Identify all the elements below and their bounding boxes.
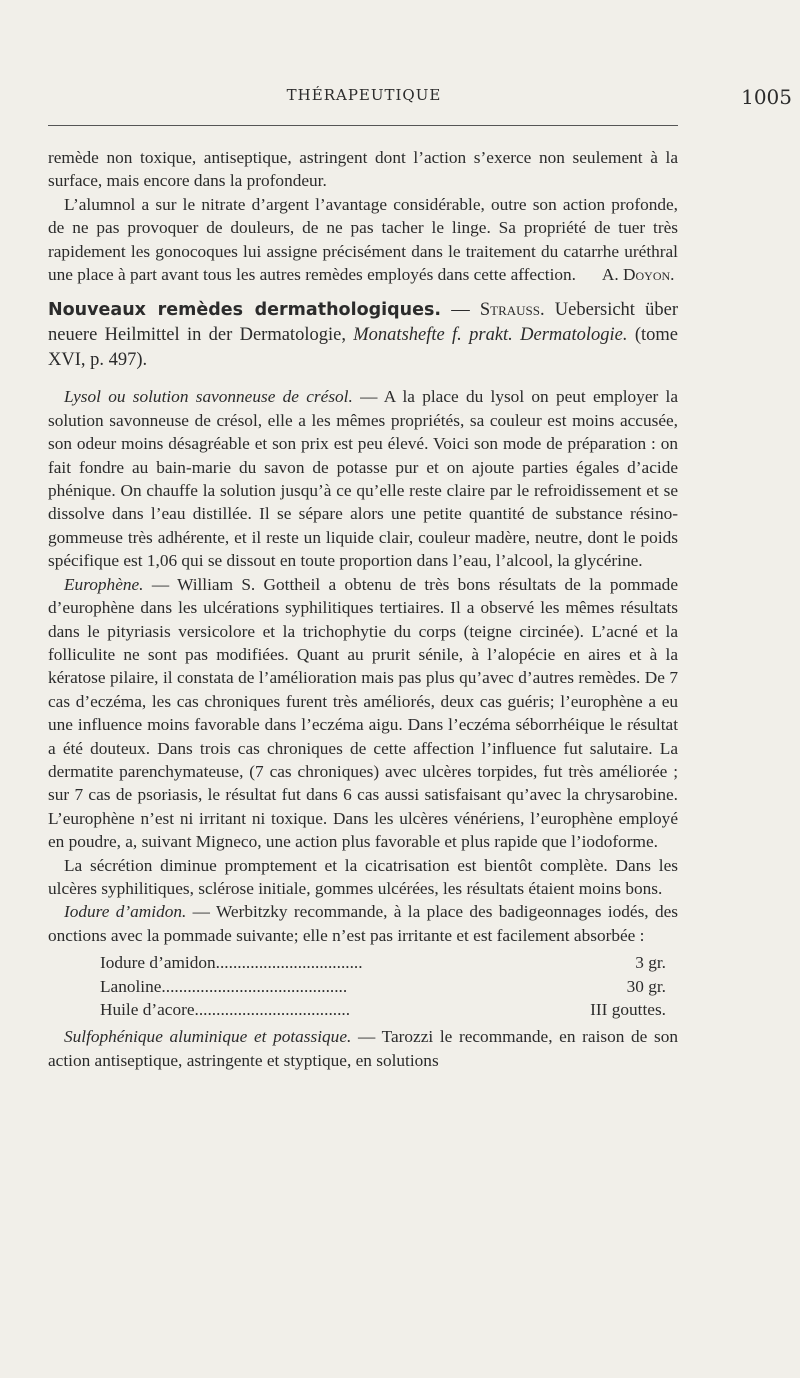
ingredient-name: Huile d’acore.................................... (100, 1000, 351, 1019)
signature: A. Doyon. (601, 265, 675, 285)
paragraph-europhene-2: La sécrétion diminue promptement et la cicatrisation est bientôt complète. Dans les ulcères syphilitiques, sclérose initiale, gommes ulcérées, les résultats étaient moins bons. (48, 855, 678, 898)
ingredient-name: Lanoline........................................... (100, 976, 348, 996)
ingredient-name: Iodure d’amidon.................................. (100, 953, 363, 973)
page-header (48, 85, 792, 112)
recipe-row (100, 998, 666, 1021)
section-heading-europhene: Europhène. (64, 574, 144, 594)
ingredient-quantity: 30 gr. (626, 976, 666, 996)
journal-title: Monatshefte f. prakt. Dermatologie. (353, 325, 628, 346)
ingredient-quantity: 3 gr. (635, 953, 666, 973)
ingredient-quantity: III gouttes. (590, 1000, 666, 1019)
header-rule (48, 125, 678, 126)
paragraph-europhene: Europhène. — William S. Gottheil a obtenu de très bons résultats de la pommade d’europhène dans les ulcérations syphilitiques tertiaires. Il a observé les mêmes résultats dans le pityriasis versicolore et la trichophytie du corps (teigne circinée). L’acné et la folliculite ne sont pas modifiées. Quant au prurit sénile, à l’alopécie en aires et à la kératose pilaire, il constata de l’amélioration mais pas plus qu’avec d’autres remèdes. De 7 cas d’eczéma, les cas chroniques furent très améliorés, deux cas guéris; l’europhène a eu une influence moins favorable dans l’eczéma aigu. Dans l’eczéma séborrhéique le résultat a été douteux. Dans trois cas chroniques de cette affection l’influence fut salutaire. La dermatite parenchymateuse, (7 cas chroniques) avec ulcères torpides, fut très améliorée ; sur 7 cas de psoriasis, le résultat fut dans 6 cas aussi satisfaisant qu’avec la chrysarobine. L’europhène n’est ni irritant ni toxique. Dans les ulcères vénériens, l’europhène employé en poudre, a, suivant Migneco, une action plus favorable et plus rapide que l’iodoforme. (48, 574, 678, 852)
section-heading-sulfophenique: Sulfophénique aluminique et potassique. (64, 1027, 352, 1047)
paragraph-alumnol: L’alumnol a sur le nitrate d’argent l’avantage considérable, outre son action profonde, de ne pas provoquer de douleurs, de ne pas tacher le linge. Sa propriété de tuer très rapidement les gonocoques lui assigne précisément dans le traitement du catarrhe uréthral une place à part avant tous les autres remèdes employés dans cette affection. A. Doyon. (48, 194, 678, 285)
recipe-table (100, 951, 666, 1021)
paragraph-lysol: Lysol ou solution savonneuse de crésol. — A la place du lysol on peut employer la solution savonneuse de crésol, elle a les mêmes propriétés, sa couleur est moins accusée, son odeur moins désagréable et son prix est peu élevé. Voici son mode de préparation : on fait fondre au bain-marie du savon de potasse pur et on ajoute parties égales d’acide phénique. On chauffe la solution jusqu’à ce qu’elle reste claire par le refroidissement et se dissolve dans l’eau distillée. Il se sépare alors une petite quantité de substance résino-gommeuse très adhérente, et il reste un liquide clair, couleur madère, neutre, dont le poids spécifique est 1,06 qui se dissout en toute proportion dans l’eau, l’alcool, la glycérine. (48, 387, 678, 571)
recipe-row (100, 951, 666, 974)
body-text (48, 146, 678, 1072)
section-heading-lysol: Lysol ou solution savonneuse de crésol. (64, 387, 353, 407)
section-heading-iodure: Iodure d’amidon. (64, 902, 187, 922)
article-heading: Nouveaux remèdes dermathologiques. — Strauss. Uebersicht über neuere Heilmittel in der Dermatologie, Monatshefte f. prakt. Dermatologie. (tome XVI, p. 497). (48, 300, 678, 371)
running-title: THÉRAPEUTIQUE (286, 86, 442, 104)
article-author: Strauss. (479, 300, 545, 321)
paragraph-iodure: Iodure d’amidon. — Werbitzky recommande, à la place des badigeonnages iodés, des onctions avec la pommade suivante; elle n’est pas irritante et est facilement absorbée : (48, 902, 679, 945)
article-title: Nouveaux remèdes dermathologiques. (48, 300, 442, 321)
paragraph-continuation: remède non toxique, antiseptique, astringent dont l’action s’exerce non seulement à la surface, mais encore dans la profondeur. (48, 148, 678, 191)
paragraph-sulfophenique: Sulfophénique aluminique et potassique. — Tarozzi le recommande, en raison de son action antiseptique, astringente et styptique, en solutions (48, 1027, 679, 1070)
page-number: 1005 (741, 85, 792, 109)
recipe-row (100, 975, 666, 998)
